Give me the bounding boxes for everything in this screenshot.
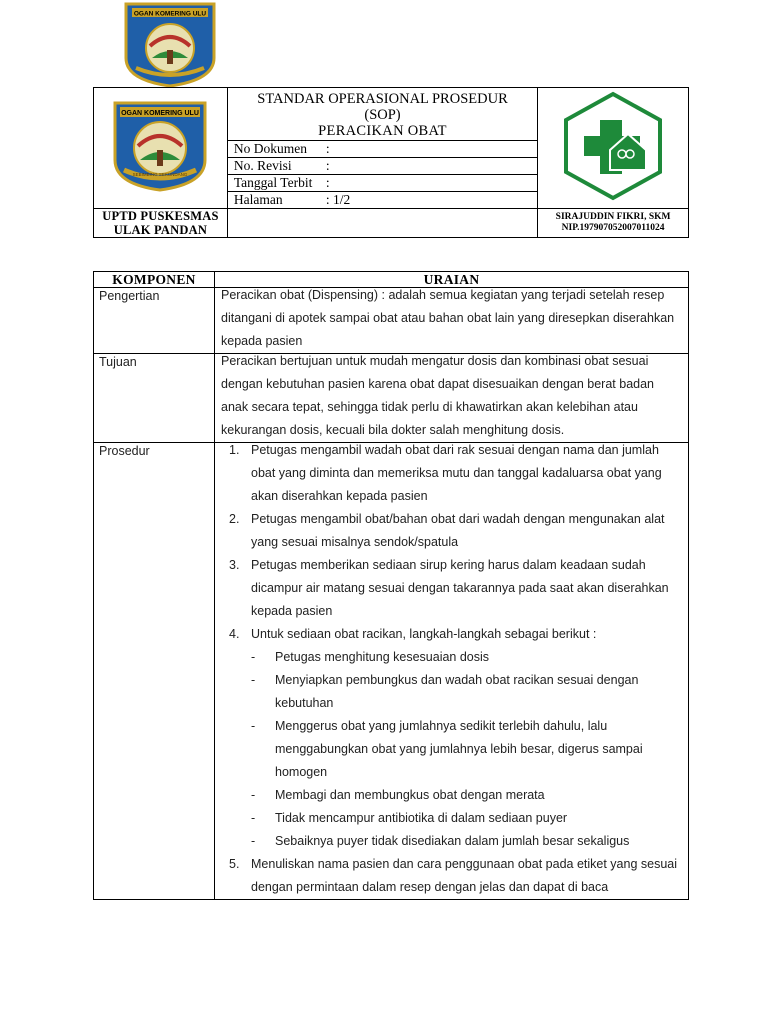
row-label-tujuan: Tujuan — [94, 354, 215, 443]
procedure-steps — [221, 439, 682, 899]
empty-cell — [227, 209, 537, 238]
meta-row-tanggal-terbit: Tanggal Terbit : — [227, 175, 537, 192]
list-item: 1. Petugas mengambil wadah obat dari rak sesuai dengan nama dan jumlah obat yang diminta dan memeriksa mutu dan tanggal kadaluarsa obat yang akan diserahkan kepada pasien — [229, 443, 662, 503]
col-header-komponen: KOMPONEN — [94, 272, 215, 288]
row-label-pengertian: Pengertian — [94, 288, 215, 354]
puskesmas-logo-cell — [538, 88, 689, 209]
signer-cell — [538, 209, 689, 238]
sop-title-line1: STANDAR OPERASIONAL PROSEDUR — [257, 91, 508, 107]
col-header-uraian: URAIAN — [215, 272, 689, 288]
sub-list-item: - Menyiapkan pembungkus dan wadah obat racikan sesuai dengan kebutuhan — [251, 673, 639, 710]
sub-list-item: - Sebaiknya puyer tidak disediakan dalam jumlah besar sekaligus — [251, 834, 630, 848]
logo-banner-text: OGAN KOMERING ULU — [133, 10, 207, 18]
sub-list-item: - Membagi dan membungkus obat dengan merata — [251, 788, 545, 802]
row-prosedur-content — [215, 443, 689, 900]
sub-list-item: - Tidak mencampur antibiotika di dalam sediaan puyer — [251, 811, 568, 825]
racikan-sub-steps — [251, 646, 682, 853]
list-item: 3. Petugas memberikan sediaan sirup kering harus dalam keadaan sudah dicampur air matang sesuai dengan takarannya pada saat akan diserahkan kepada pasien — [229, 558, 669, 618]
signer-nip: NIP.197907052007011024 — [561, 223, 665, 233]
logo-motto-text: SEBIMBING SEKUNDANG — [133, 171, 188, 177]
puskesmas-logo — [560, 90, 666, 202]
sub-list-item: - Menggerus obat yang jumlahnya sedikit terlebih dahulu, lalu menggabungkan obat yang jumlahnya lebih besar, digerus sampai homogen — [251, 719, 643, 779]
meta-row-no-revisi: No. Revisi : — [227, 158, 537, 175]
meta-row-halaman: Halaman : 1/2 — [227, 192, 537, 209]
meta-row-no-dokumen: No Dokumen : — [227, 141, 537, 158]
row-pengertian-text: Peracikan obat (Dispensing) : adalah semua kegiatan yang terjadi setelah resep ditangani di apotek sampai obat atau bahan obat lain yang diresepkan diserahkan kepada pasien — [215, 288, 689, 354]
list-item: 4. Untuk sediaan obat racikan, langkah-langkah sebagai berikut : - Petugas menghitung kesesuaian dosis - Menyiapkan pembungkus dan wadah obat racikan sesuai dengan kebutuhan - Menggerus obat yang jumlahnya sedikit terlebih dahulu, lalu menggabungkan obat yang jumlahnya lebih besar, digerus sampai homogen - Membagi dan membungkus obat dengan merata - Tidak mencampur antibiotika di dalam sediaan puyer - Sebaiknya puyer tidak disediakan dalam jumlah besar sekaligus — [221, 623, 682, 853]
organization-line2: ULAK PANDAN — [113, 223, 208, 237]
sop-title-line3: PERACIKAN OBAT — [318, 123, 447, 139]
header-logo-cell — [94, 88, 228, 209]
regency-logo-top — [122, 0, 218, 88]
list-item: 2. Petugas mengambil obat/bahan obat dari wadah dengan mengunakan alat yang sesuai misalnya sendok/spatula — [229, 512, 665, 549]
row-label-prosedur: Prosedur — [94, 443, 215, 900]
regency-logo — [110, 98, 210, 194]
sop-title-line2: (SOP) — [364, 107, 401, 123]
organization-cell — [94, 209, 228, 238]
sub-list-item: - Petugas menghitung kesesuaian dosis — [251, 650, 490, 664]
sop-header-table — [93, 87, 689, 238]
list-item: 5. Menuliskan nama pasien dan cara penggunaan obat pada etiket yang sesuai dengan permintaan dalam resep dengan jelas dan dapat di baca — [229, 857, 678, 894]
signer-name: SIRAJUDDIN FIKRI, SKM — [555, 212, 671, 222]
row-tujuan-text: Peracikan bertujuan untuk mudah mengatur dosis dan kombinasi obat sesuai dengan kebutuhan pasien karena obat dapat disesuaikan dengan berat badan anak secara tepat, sehingga tidak perlu di khawatirkan akan kelebihan atau kekurangan dosis, kecuali bila dokter salah menghitung dosis. — [215, 354, 689, 443]
sop-title-cell — [227, 88, 537, 141]
organization-line1: UPTD PUSKESMAS — [102, 209, 219, 223]
logo-banner-text-2: OGAN KOMERING ULU — [121, 109, 200, 117]
sop-content-table — [93, 271, 689, 900]
